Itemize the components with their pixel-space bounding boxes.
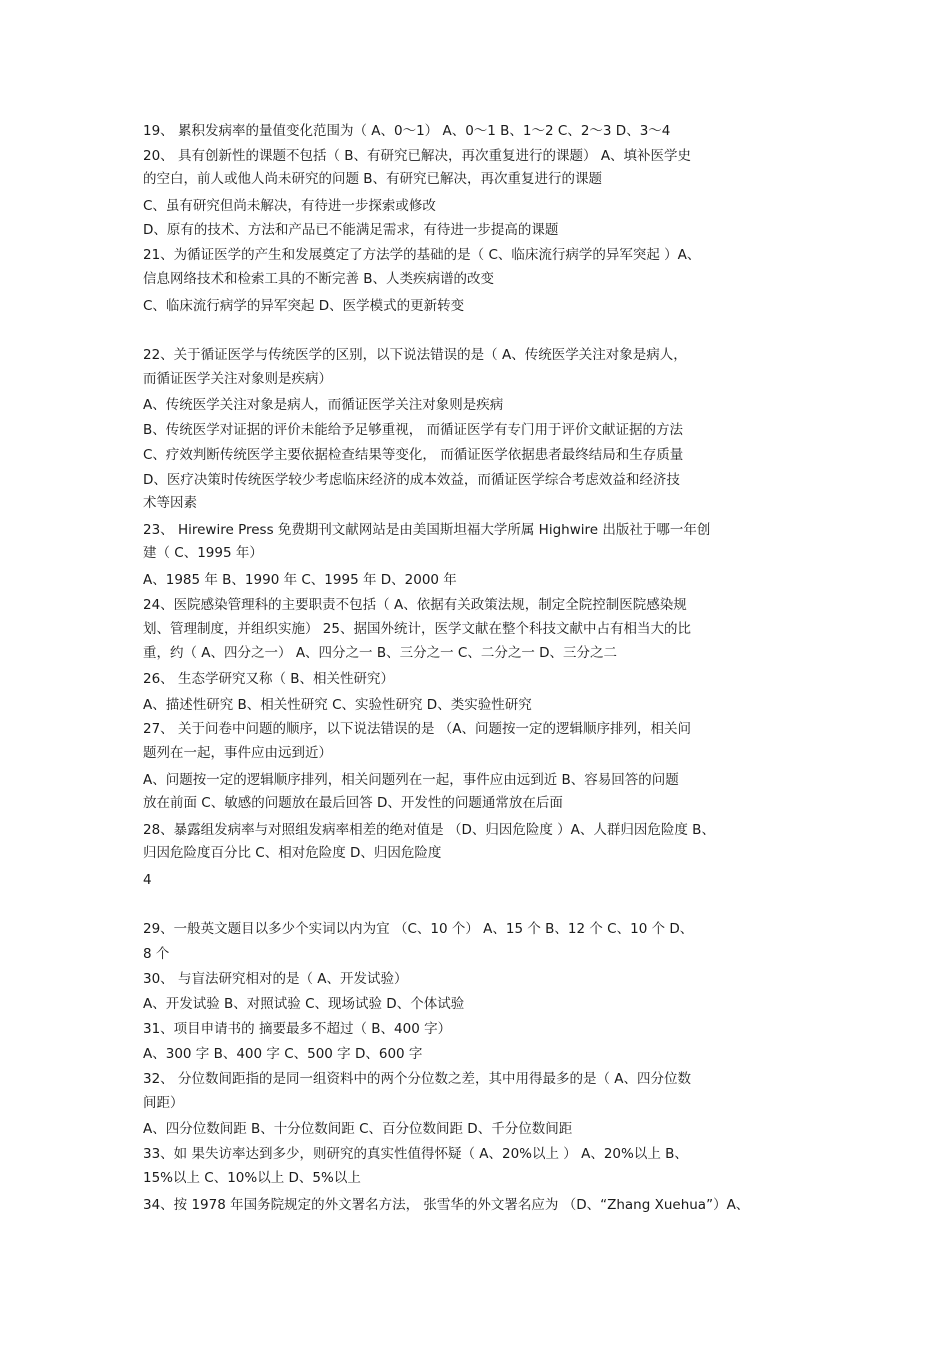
text-line: 21、为循证医学的产生和发展奠定了方法学的基础的是（ C、临床流行病学的异军突起 ）A、 bbox=[143, 247, 701, 263]
text-line: 而循证医学关注对象则是疾病） bbox=[143, 371, 332, 387]
text-line: 8 个 bbox=[143, 946, 170, 962]
text-line: 33、如 果失访率达到多少，则研究的真实性值得怀疑（ A、20%以上 ） A、20%以上 B、 bbox=[143, 1146, 688, 1162]
text-line: 放在前面 C、敏感的问题放在最后回答 D、开发性的问题通常放在后面 bbox=[143, 795, 563, 811]
text-line: 29、一般英文题目以多少个实词以内为宜 （C、10 个） A、15 个 B、12 个 C、10 个 D、 bbox=[143, 921, 694, 937]
text-line: 26、 生态学研究又称（ B、相关性研究） bbox=[143, 671, 395, 687]
text-line: 22、关于循证医学与传统医学的区别，以下说法错误的是（ A、传统医学关注对象是病人， bbox=[143, 347, 687, 363]
text-line: 划、管理制度，并组织实施） 25、据国外统计，医学文献在整个科技文献中占有相当大的比 bbox=[143, 621, 691, 637]
text-line: D、原有的技术、方法和产品已不能满足需求，有待进一步提高的课题 bbox=[143, 222, 559, 238]
text-line: 15%以上 C、10%以上 D、5%以上 bbox=[143, 1170, 361, 1186]
text-line: A、开发试验 B、对照试验 C、现场试验 D、个体试验 bbox=[143, 996, 465, 1012]
text-line: C、临床流行病学的异军突起 D、医学模式的更新转变 bbox=[143, 298, 465, 314]
text-line: 30、 与盲法研究相对的是（ A、开发试验） bbox=[143, 971, 408, 987]
text-line: 27、 关于问卷中问题的顺序，以下说法错误的是 （A、问题按一定的逻辑顺序排列，相关问 bbox=[143, 721, 691, 737]
text-line: A、1985 年 B、1990 年 C、1995 年 D、2000 年 bbox=[143, 572, 457, 588]
text-line: 题列在一起，事件应由远到近） bbox=[143, 745, 332, 761]
text-line: 28、暴露组发病率与对照组发病率相差的绝对值是 （D、归因危险度 ）A、人群归因危险度 B、 bbox=[143, 822, 715, 838]
text-line: 19、 累积发病率的量值变化范围为（ A、0～1） A、0～1 B、1～2 C、2～3 D、3～4 bbox=[143, 123, 671, 139]
text-line: 信息网络技术和检索工具的不断完善 B、人类疾病谱的改变 bbox=[143, 271, 495, 287]
text-line: A、问题按一定的逻辑顺序排列，相关问题列在一起，事件应由远到近 B、容易回答的问题 bbox=[143, 772, 679, 788]
text-line: 34、按 1978 年国务院规定的外文署名方法， 张雪华的外文署名应为 （D、“Zhang Xuehua”）A、 bbox=[143, 1197, 750, 1213]
text-line: 的空白，前人或他人尚未研究的问题 B、有研究已解决，再次重复进行的课题 bbox=[143, 171, 603, 187]
page-number: 4 bbox=[143, 872, 152, 888]
text-line: 24、医院感染管理科的主要职责不包括（ A、依据有关政策法规，制定全院控制医院感染规 bbox=[143, 597, 687, 613]
text-line: A、300 字 B、400 字 C、500 字 D、600 字 bbox=[143, 1046, 423, 1062]
text-line: 术等因素 bbox=[143, 495, 197, 511]
text-line: 23、 Hirewire Press 免费期刊文献网站是由美国斯坦福大学所属 Highwire 出版社于哪一年创 bbox=[143, 522, 711, 538]
text-line: C、疗效判断传统医学主要依据检查结果等变化， 而循证医学依据患者最终结局和生存质量 bbox=[143, 447, 684, 463]
text-line: 32、 分位数间距指的是同一组资料中的两个分位数之差，其中用得最多的是（ A、四分位数 bbox=[143, 1071, 691, 1087]
text-line: 重，约（ A、四分之一） A、四分之一 B、三分之一 C、二分之一 D、三分之二 bbox=[143, 645, 618, 661]
text-line: A、描述性研究 B、相关性研究 C、实验性研究 D、类实验性研究 bbox=[143, 697, 532, 713]
text-line: C、虽有研究但尚未解决，有待进一步探索或修改 bbox=[143, 198, 436, 214]
text-line: A、四分位数间距 B、十分位数间距 C、百分位数间距 D、千分位数间距 bbox=[143, 1121, 573, 1137]
text-line: B、传统医学对证据的评价未能给予足够重视， 而循证医学有专门用于评价文献证据的方法 bbox=[143, 422, 684, 438]
text-line: 间距） bbox=[143, 1095, 184, 1111]
text-line: 31、项目申请书的 摘要最多不超过（ B、400 字） bbox=[143, 1021, 452, 1037]
text-line: A、传统医学关注对象是病人，而循证医学关注对象则是疾病 bbox=[143, 397, 504, 413]
text-line: 20、 具有创新性的课题不包括（ B、有研究已解决，再次重复进行的课题） A、填补医学史 bbox=[143, 148, 692, 164]
text-line: 归因危险度百分比 C、相对危险度 D、归因危险度 bbox=[143, 845, 442, 861]
text-line: D、医疗决策时传统医学较少考虑临床经济的成本效益，而循证医学综合考虑效益和经济技 bbox=[143, 472, 680, 488]
text-line: 建（ C、1995 年） bbox=[143, 545, 263, 561]
